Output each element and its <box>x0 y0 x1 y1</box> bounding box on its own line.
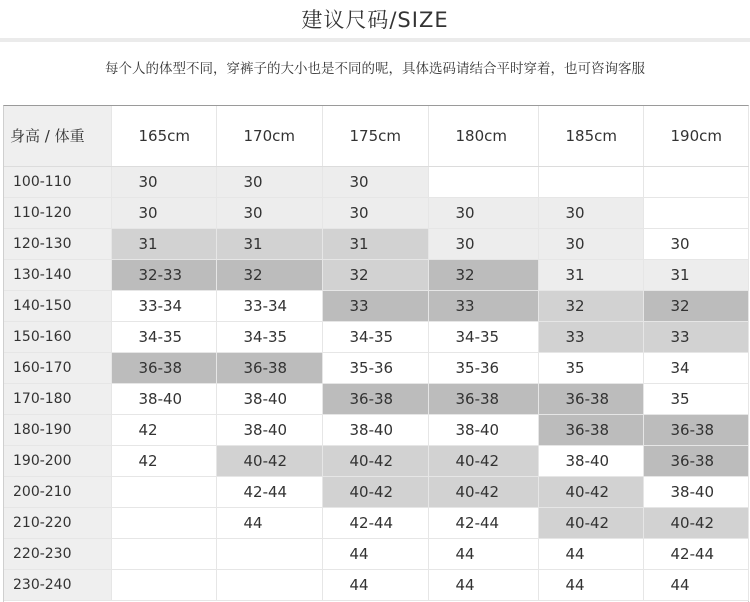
row-label: 230-240 <box>4 569 111 600</box>
size-cell: 40-42 <box>538 507 643 538</box>
size-cell: 38-40 <box>216 414 322 445</box>
size-cell: 33 <box>643 321 748 352</box>
size-cell: 34-35 <box>216 321 322 352</box>
size-cell: 30 <box>111 197 216 228</box>
size-cell <box>111 476 216 507</box>
size-cell: 40-42 <box>216 445 322 476</box>
size-cell: 32 <box>643 290 748 321</box>
size-cell: 44 <box>216 507 322 538</box>
size-cell: 42-44 <box>322 507 428 538</box>
table-row <box>4 507 748 538</box>
size-cell: 31 <box>322 228 428 259</box>
table-row <box>4 352 748 383</box>
table-row <box>4 228 748 259</box>
size-cell: 35-36 <box>322 352 428 383</box>
row-label: 130-140 <box>4 259 111 290</box>
size-cell <box>111 569 216 600</box>
size-cell <box>216 569 322 600</box>
size-cell: 44 <box>428 569 538 600</box>
column-header: 165cm <box>111 106 216 166</box>
row-label: 140-150 <box>4 290 111 321</box>
size-cell: 36-38 <box>428 383 538 414</box>
size-cell: 31 <box>643 259 748 290</box>
size-cell: 30 <box>643 228 748 259</box>
table-body <box>4 166 748 600</box>
size-cell: 42-44 <box>643 538 748 569</box>
size-table <box>4 106 749 601</box>
row-label: 150-160 <box>4 321 111 352</box>
size-cell: 33-34 <box>111 290 216 321</box>
table-row <box>4 259 748 290</box>
row-label: 210-220 <box>4 507 111 538</box>
row-label: 160-170 <box>4 352 111 383</box>
size-cell: 38-40 <box>216 383 322 414</box>
size-cell: 33 <box>428 290 538 321</box>
size-cell: 44 <box>428 538 538 569</box>
row-label: 220-230 <box>4 538 111 569</box>
table-row <box>4 445 748 476</box>
size-cell: 36-38 <box>322 383 428 414</box>
size-table-container <box>3 105 749 602</box>
size-cell: 38-40 <box>643 476 748 507</box>
size-cell: 44 <box>322 538 428 569</box>
row-label: 200-210 <box>4 476 111 507</box>
size-cell: 44 <box>538 538 643 569</box>
size-cell: 32 <box>216 259 322 290</box>
column-header: 170cm <box>216 106 322 166</box>
row-label: 100-110 <box>4 166 111 197</box>
header <box>0 0 750 40</box>
size-cell: 30 <box>111 166 216 197</box>
size-cell <box>111 507 216 538</box>
row-label: 190-200 <box>4 445 111 476</box>
size-cell <box>538 166 643 197</box>
size-cell: 38-40 <box>322 414 428 445</box>
size-cell: 31 <box>111 228 216 259</box>
table-row <box>4 476 748 507</box>
size-cell: 36-38 <box>111 352 216 383</box>
table-row <box>4 569 748 600</box>
size-cell: 42 <box>111 414 216 445</box>
size-cell: 42 <box>111 445 216 476</box>
size-cell: 42-44 <box>428 507 538 538</box>
table-row <box>4 290 748 321</box>
size-advice-text: 每个人的体型不同，穿裤子的大小也是不同的呢，具体选码请结合平时穿着，也可咨询客服 <box>105 61 645 77</box>
size-cell: 38-40 <box>538 445 643 476</box>
size-cell: 30 <box>538 197 643 228</box>
size-cell: 30 <box>322 197 428 228</box>
corner-header: 身高 / 体重 <box>4 106 111 166</box>
column-header: 175cm <box>322 106 428 166</box>
size-cell: 35 <box>538 352 643 383</box>
size-cell: 30 <box>428 197 538 228</box>
size-cell <box>216 538 322 569</box>
size-cell: 30 <box>322 166 428 197</box>
row-label: 170-180 <box>4 383 111 414</box>
table-row <box>4 414 748 445</box>
row-label: 180-190 <box>4 414 111 445</box>
size-cell: 42-44 <box>216 476 322 507</box>
table-row <box>4 197 748 228</box>
size-cell: 44 <box>643 569 748 600</box>
size-cell <box>428 166 538 197</box>
column-header: 180cm <box>428 106 538 166</box>
size-cell: 35-36 <box>428 352 538 383</box>
size-cell: 34-35 <box>322 321 428 352</box>
size-cell: 40-42 <box>643 507 748 538</box>
size-cell: 36-38 <box>538 383 643 414</box>
size-cell: 34-35 <box>428 321 538 352</box>
table-row <box>4 383 748 414</box>
size-cell: 40-42 <box>538 476 643 507</box>
table-row <box>4 538 748 569</box>
size-cell: 38-40 <box>428 414 538 445</box>
size-cell: 34-35 <box>111 321 216 352</box>
size-cell: 31 <box>538 259 643 290</box>
size-cell: 32 <box>322 259 428 290</box>
size-cell: 36-38 <box>216 352 322 383</box>
size-cell: 33-34 <box>216 290 322 321</box>
size-cell: 34 <box>643 352 748 383</box>
size-cell: 30 <box>216 197 322 228</box>
header-row <box>4 106 748 166</box>
page-title: 建议尺码/SIZE <box>301 8 449 32</box>
size-cell <box>643 166 748 197</box>
size-cell: 36-38 <box>538 414 643 445</box>
size-cell: 30 <box>538 228 643 259</box>
column-header: 190cm <box>643 106 748 166</box>
size-cell: 40-42 <box>322 445 428 476</box>
size-cell: 36-38 <box>643 445 748 476</box>
row-label: 120-130 <box>4 228 111 259</box>
size-cell: 40-42 <box>428 445 538 476</box>
column-header: 185cm <box>538 106 643 166</box>
size-cell: 33 <box>322 290 428 321</box>
size-cell: 32-33 <box>111 259 216 290</box>
size-cell: 36-38 <box>643 414 748 445</box>
table-row <box>4 321 748 352</box>
size-cell: 30 <box>216 166 322 197</box>
size-cell: 44 <box>322 569 428 600</box>
size-cell: 35 <box>643 383 748 414</box>
table-row <box>4 166 748 197</box>
size-cell: 32 <box>428 259 538 290</box>
size-cell: 44 <box>538 569 643 600</box>
row-label: 110-120 <box>4 197 111 228</box>
title-divider <box>0 38 750 42</box>
size-cell: 40-42 <box>322 476 428 507</box>
size-cell: 31 <box>216 228 322 259</box>
size-cell <box>111 538 216 569</box>
size-cell: 30 <box>428 228 538 259</box>
size-cell: 33 <box>538 321 643 352</box>
size-cell <box>643 197 748 228</box>
size-cell: 38-40 <box>111 383 216 414</box>
size-cell: 40-42 <box>428 476 538 507</box>
size-cell: 32 <box>538 290 643 321</box>
